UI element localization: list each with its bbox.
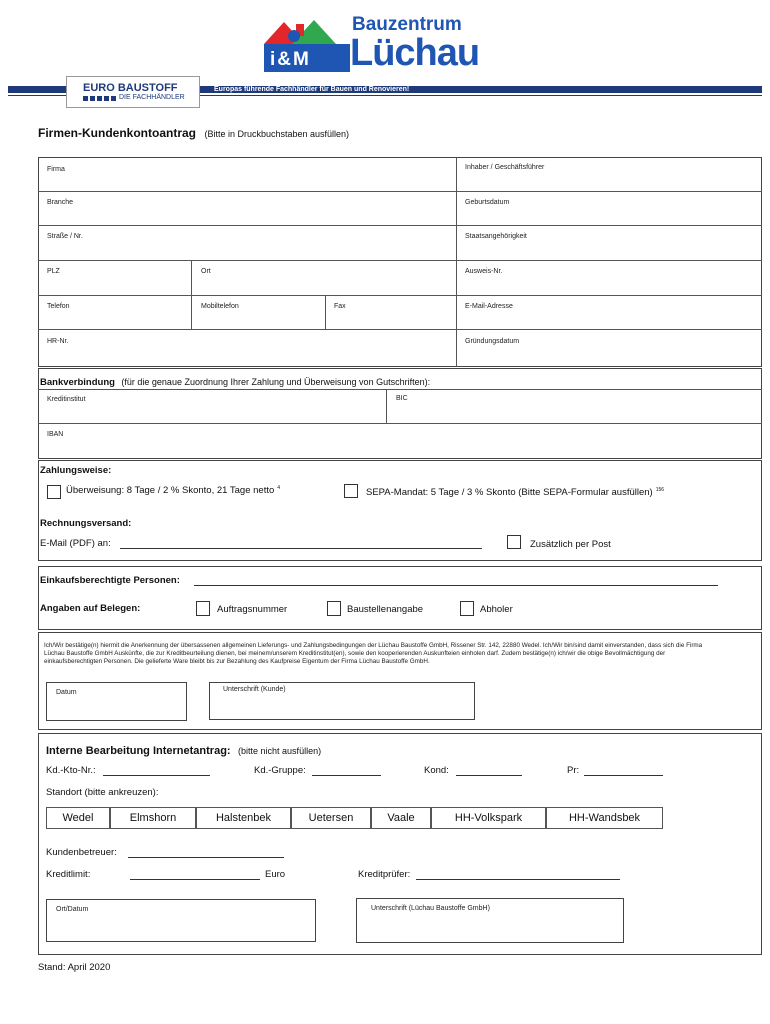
- standort-label: Standort (bitte ankreuzen):: [46, 787, 159, 798]
- checkbox-auftragsnummer[interactable]: [196, 601, 210, 616]
- euro-label: Euro: [265, 869, 286, 880]
- purchasers-line[interactable]: [194, 585, 718, 586]
- kto-line[interactable]: [103, 775, 210, 776]
- divider: [38, 423, 762, 424]
- internal-heading: [46, 741, 321, 759]
- label-company-signature: Unterschrift (Lüchau Baustoffe GmbH): [371, 905, 490, 912]
- label-telefon[interactable]: Telefon: [47, 303, 70, 310]
- checkbox-baustellenangabe[interactable]: [327, 601, 341, 616]
- brand-luechau: Lüchau: [350, 32, 480, 74]
- label-gruendung[interactable]: Gründungsdatum: [465, 338, 520, 345]
- label-inhaber[interactable]: Inhaber / Geschäftsführer: [465, 164, 545, 171]
- invoice-email-label: E-Mail (PDF) an:: [40, 538, 111, 549]
- euro-baustoff-sub: DIE FACHHÄNDLER: [119, 94, 185, 101]
- bank-heading-title: Bankverbindung: [40, 377, 115, 388]
- header-stripe-thin-left: [8, 95, 66, 96]
- divider: [456, 157, 457, 367]
- invoice-email-line[interactable]: [120, 548, 482, 549]
- bank-heading-note: (für die genaue Zuordnung Ihrer Zahlung und Überweisung von Gutschriften):: [121, 377, 431, 387]
- location-halstenbek[interactable]: Halstenbek: [196, 807, 291, 829]
- invoice-heading: Rechnungsversand:: [40, 518, 132, 529]
- divider: [38, 191, 762, 192]
- label-email[interactable]: E-Mail-Adresse: [465, 303, 513, 310]
- vouchers-label: Angaben auf Belegen:: [40, 603, 141, 614]
- form-title: [38, 124, 349, 142]
- checkbox-sepa[interactable]: [344, 484, 358, 498]
- euro-baustoff-squares: [83, 96, 117, 101]
- label-geburtsdatum[interactable]: Geburtsdatum: [465, 199, 510, 206]
- location-elmshorn[interactable]: Elmshorn: [110, 807, 196, 829]
- checkbox-post[interactable]: [507, 535, 521, 549]
- label-bic[interactable]: BIC: [396, 395, 408, 402]
- bank-heading: [40, 372, 430, 390]
- divider: [325, 295, 326, 329]
- invoice-post-label: Zusätzlich per Post: [530, 539, 611, 550]
- purchasers-label: Einkaufsberechtigte Personen:: [40, 575, 180, 586]
- label-ausweis[interactable]: Ausweis-Nr.: [465, 268, 503, 275]
- option-sepa-sup: 156: [655, 487, 665, 493]
- gruppe-label: Kd.-Gruppe:: [254, 765, 306, 776]
- kreditpruefer-line[interactable]: [416, 879, 620, 880]
- footer-stand: Stand: April 2020: [38, 962, 111, 973]
- customer-data-box: [38, 157, 762, 367]
- option-ueberweisung-sup: 4: [277, 485, 281, 491]
- payment-heading: Zahlungsweise:: [40, 465, 112, 476]
- label-ort[interactable]: Ort: [201, 268, 211, 275]
- form-title-sub: (Bitte in Druckbuchstaben ausfüllen): [204, 129, 350, 139]
- kreditpruefer-label: Kreditprüfer:: [358, 869, 411, 880]
- option-sepa-text: SEPA-Mandat: 5 Tage / 3 % Skonto (Bitte SEPA-Formular ausfüllen): [366, 487, 653, 499]
- im-logo-text: i&M: [270, 49, 311, 70]
- option-sepa: [366, 487, 664, 498]
- declaration-text: Ich/Wir bestätige(n) hiermit die Anerkennung der übersassenen allgemeinen Lieferungs- und Zahlungsbedingungen der Lüchau Baustoffe GmbH, Rissener Str. 142, 22880 Wedel. Ich/Wir bin/sind damit einverstanden, dass sich die Firma Lüchau Baustoffe GmbH Auskünfte, die zur Kreditbeurteilung dienen, bei meinem/unserem Kreditinstitut(en), sowie den kooperierenden Auskunfteien einholen darf. Zudem bestätige(n) ich/wir die obige Bevollmächtigung der einkaufsberechtigten Personen. Die gelieferte Ware bleibt bis zur Bezahlung des Kaufpreise Eigentum der Firma Lüchau Baustoffe GmbH.: [44, 642, 703, 665]
- brand-bauzentrum: Bauzentrum: [352, 14, 462, 35]
- divider: [38, 295, 762, 296]
- tagline: Europas führende Fachhändler für Bauen und Renovieren!: [214, 86, 410, 93]
- form-title-main: Firmen-Kundenkontoantrag: [38, 126, 196, 140]
- checkbox-abholer[interactable]: [460, 601, 474, 616]
- euro-baustoff-title: EURO BAUSTOFF: [83, 82, 178, 94]
- pr-label: Pr:: [567, 765, 580, 776]
- location-hh-volkspark[interactable]: HH-Volkspark: [431, 807, 546, 829]
- header-stripe-left: [8, 86, 66, 93]
- label-strasse[interactable]: Straße / Nr.: [47, 233, 83, 240]
- internal-heading-note: (bitte nicht ausfüllen): [238, 746, 322, 756]
- label-mobil[interactable]: Mobiltelefon: [201, 303, 239, 310]
- internal-heading-title: Interne Bearbeitung Internetantrag:: [46, 745, 231, 757]
- location-uetersen[interactable]: Uetersen: [291, 807, 371, 829]
- location-vaale[interactable]: Vaale: [371, 807, 431, 829]
- option-ueberweisung: [66, 485, 280, 496]
- voucher-auftragsnummer: Auftragsnummer: [217, 604, 288, 615]
- euro-baustoff-logo: [66, 76, 200, 108]
- label-fax[interactable]: Fax: [334, 303, 346, 310]
- datum-field[interactable]: [46, 682, 187, 721]
- kreditlimit-label: Kreditlimit:: [46, 869, 91, 880]
- label-firma[interactable]: Firma: [47, 166, 65, 173]
- divider: [38, 329, 762, 330]
- betreuer-label: Kundenbetreuer:: [46, 847, 117, 858]
- label-branche[interactable]: Branche: [47, 199, 74, 206]
- option-ueberweisung-text: Überweisung: 8 Tage / 2 % Skonto, 21 Tage netto: [66, 485, 275, 497]
- voucher-abholer: Abholer: [480, 604, 513, 615]
- checkbox-ueberweisung[interactable]: [47, 485, 61, 499]
- kto-label: Kd.-Kto-Nr.:: [46, 765, 96, 776]
- label-iban[interactable]: IBAN: [47, 431, 64, 438]
- voucher-baustellenangabe: Baustellenangabe: [347, 604, 424, 615]
- label-customer-signature: Unterschrift (Kunde): [223, 686, 286, 693]
- location-wedel[interactable]: Wedel: [46, 807, 110, 829]
- divider: [38, 260, 762, 261]
- payment-box: [38, 460, 762, 561]
- kreditlimit-line[interactable]: [130, 879, 260, 880]
- label-datum: Datum: [56, 689, 77, 696]
- label-ortdatum: Ort/Datum: [56, 906, 89, 913]
- label-staatsangehoerigkeit[interactable]: Staatsangehörigkeit: [465, 233, 527, 240]
- betreuer-line[interactable]: [128, 857, 284, 858]
- divider: [386, 389, 387, 423]
- header-stripe-thin: [200, 95, 762, 96]
- kond-line[interactable]: [456, 775, 522, 776]
- pr-line[interactable]: [584, 775, 663, 776]
- gruppe-line[interactable]: [312, 775, 381, 776]
- divider: [38, 225, 762, 226]
- label-plz[interactable]: PLZ: [47, 268, 60, 275]
- label-kreditinstitut[interactable]: Kreditinstitut: [47, 396, 86, 403]
- kond-label: Kond:: [424, 765, 449, 776]
- location-hh-wandsbek[interactable]: HH-Wandsbek: [546, 807, 663, 829]
- label-hr[interactable]: HR-Nr.: [47, 338, 69, 345]
